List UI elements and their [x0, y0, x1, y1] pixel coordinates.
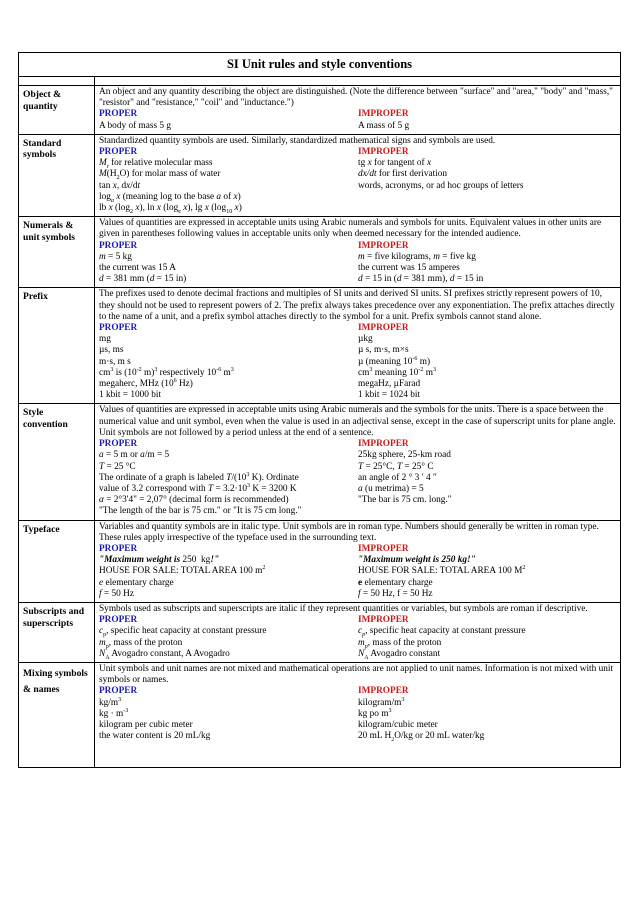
proper-column	[99, 147, 358, 214]
improper-example: 20 mL $H_2O/kg$ or 20 mL water/kg	[358, 731, 485, 744]
improper-example: 25kg sphere, 25-km road	[358, 450, 451, 461]
proper-column	[99, 615, 358, 660]
proper-example: e elementary charge	[99, 577, 174, 588]
proper-example: m·s, m s	[99, 356, 131, 367]
improper-example: f = 50 Hz, f = 50 Hz	[358, 588, 433, 599]
improper-example: d = 15 in (d = 381 mm), d = 15 in	[358, 274, 484, 285]
proper-example: kg · $m^{-3}$	[99, 707, 129, 719]
proper-example: a = 5 m or a/m = 5	[99, 450, 170, 461]
improper-example: e elementary charge	[358, 577, 433, 588]
proper-example: f = 50 Hz	[99, 588, 134, 599]
section-description: Variables and quantity symbols are in italic type. Unit symbols are in roman type. Numbers should generally be written in roman type. These rules apply irrespective of the typeface used in the surrounding text.	[99, 521, 599, 543]
section-row	[19, 134, 621, 216]
section-row	[19, 86, 621, 135]
improper-example: kilogram/cubic meter	[358, 719, 438, 730]
table-title: SI Unit rules and style conventions	[19, 53, 621, 77]
proper-example: $M(H_2O)$ for molar mass of water	[99, 169, 221, 182]
section-label: Typeface	[19, 520, 95, 602]
improper-column	[358, 147, 617, 214]
spacer-row	[19, 77, 621, 86]
proper-example: lb x ($\log_2$ x), ln x ($\log_e$ x), lg x ($\log_{10}$ x)	[99, 203, 242, 215]
proper-example: "Maximum weight is 250 kg!"	[99, 555, 220, 566]
improper-column	[358, 544, 617, 600]
proper-heading: PROPER	[99, 439, 138, 450]
proper-column	[99, 323, 358, 401]
improper-example: T = 25°C, T = 25° C	[358, 461, 434, 472]
proper-heading: PROPER	[99, 543, 138, 554]
proper-example: µs, ms	[99, 345, 124, 356]
proper-example: d = 381 mm (d = 15 in)	[99, 274, 187, 285]
improper-column	[358, 686, 617, 742]
section-description: Unit symbols and unit names are not mixed and mathematical operations are not applied to unit names. Information is not mixed with unit symbols or names.	[99, 663, 614, 686]
improper-heading: IMPROPER	[358, 147, 409, 158]
proper-heading: PROPER	[99, 686, 138, 697]
sections-body	[19, 86, 621, 768]
proper-example: $c_p$, specific heat capacity at constant pressure	[99, 626, 267, 639]
proper-example: 1 kbit = 1000 bit	[99, 390, 162, 401]
proper-example: The ordinate of a graph is labeled $T/(10^3$ K). Ordinate	[99, 471, 299, 483]
section-row	[19, 288, 621, 404]
section-row	[19, 217, 621, 288]
proper-heading: PROPER	[99, 109, 138, 120]
improper-example: an angle of 2 ° 3 ′ 4 ″	[358, 472, 437, 483]
proper-heading: PROPER	[99, 323, 138, 334]
improper-example: µkg	[358, 334, 373, 345]
section-row	[19, 602, 621, 662]
proper-example: A body of mass 5 g	[99, 120, 172, 131]
blank-line	[99, 742, 617, 753]
proper-example: the water content is 20 mL/kg	[99, 731, 211, 742]
section-content	[95, 86, 621, 135]
improper-example: HOUSE FOR SALE: TOTAL AREA 100 $M^2$	[358, 565, 526, 577]
section-row	[19, 520, 621, 602]
improper-column	[358, 615, 617, 660]
section-label: Standard symbols	[19, 134, 95, 216]
section-label: Object & quantity	[19, 86, 95, 135]
proper-example: the current was 15 A	[99, 263, 176, 274]
proper-column	[99, 544, 358, 600]
improper-column	[358, 241, 617, 286]
section-label: Prefix	[19, 288, 95, 404]
improper-example: kilogram/$m^3$	[358, 696, 405, 708]
proper-heading: PROPER	[99, 240, 138, 251]
improper-example: µ s, m·s, m×s	[358, 345, 409, 356]
improper-example: dx/dt for first derivation	[358, 169, 448, 180]
proper-example: HOUSE FOR SALE: TOTAL AREA 100 $m^2$	[99, 565, 266, 577]
proper-column	[99, 241, 358, 286]
section-label: Style convention	[19, 404, 95, 520]
section-content	[95, 217, 621, 288]
improper-example: tg x for tangent of x	[358, 158, 432, 169]
improper-example: the current was 15 amperes	[358, 263, 460, 274]
improper-heading: IMPROPER	[358, 439, 409, 450]
section-content	[95, 134, 621, 216]
proper-example: mg	[99, 334, 111, 345]
improper-heading: IMPROPER	[358, 686, 409, 697]
improper-heading: IMPROPER	[358, 615, 409, 626]
section-description: An object and any quantity describing the object are distinguished. (Note the difference between "surface" and "area," "body" and "mass," "resistor" and "resistance," "coil" and "inductance.")	[99, 87, 613, 109]
proper-heading: PROPER	[99, 147, 138, 158]
improper-example: m = five kilograms, m = five kg	[358, 251, 476, 262]
proper-example: megaherc, MHz ($10^6$ Hz)	[99, 377, 193, 390]
proper-example: m = 5 kg	[99, 251, 132, 262]
improper-example: megaHz, µFarad	[358, 379, 421, 390]
improper-example: kg po $m^3$	[358, 707, 392, 719]
improper-heading: IMPROPER	[358, 240, 409, 251]
improper-column	[358, 323, 617, 401]
section-description: Standardized quantity symbols are used. Similarly, standardized mathematical signs and symbols are used.	[99, 135, 496, 146]
improper-column	[358, 439, 617, 517]
section-content	[95, 288, 621, 404]
improper-example: $N_A$ Avogadro constant	[358, 648, 441, 661]
section-label: Mixing symbols & names	[19, 662, 95, 767]
proper-example: value of 3.2 correspond with $T = 3.2\cdot 10^3$ K = 3200 K	[99, 482, 297, 494]
improper-example: words, acronyms, or ad hoc groups of letters	[358, 180, 524, 191]
improper-example: a (u metrima) = 5	[358, 483, 424, 494]
proper-example: α = 2°3'4" = 2,07° (decimal form is recommended)	[99, 495, 289, 506]
proper-example: $kg/m^3$	[99, 696, 122, 708]
improper-heading: IMPROPER	[358, 323, 409, 334]
improper-example: 1 kbit = 1024 bit	[358, 390, 421, 401]
improper-column	[358, 109, 617, 131]
blank-line	[99, 754, 617, 765]
section-description: Values of quantities are expressed in acceptable units using Arabic numerals and symbols for units. Equivalent values in other units are given in parentheses following values in acceptable units only when deemed necessary for the intended audience.	[99, 218, 602, 240]
proper-example: $cm^3$ is ($10^{-2}$ m)$^3$ respectively $10^{-6}$ $m^3$	[99, 366, 234, 378]
section-row	[19, 404, 621, 520]
proper-heading: PROPER	[99, 615, 138, 626]
improper-example: "The bar is 75 cm. long."	[358, 495, 452, 506]
section-description: Values of quantities are expressed in acceptable units using Arabic numerals and the symbols for the units. There is a space between the numerical value and unit symbol, even when the value is used in an adjectival sense, except in the case of superscript units for plane angle. Unit symbols are not followed by a period unless at the end of a sentence.	[99, 405, 616, 438]
proper-example: $\log_a x$ (meaning log to the base a of x)	[99, 191, 241, 204]
section-label: Subscripts and superscripts	[19, 602, 95, 662]
examples	[99, 323, 617, 401]
improper-example: $m_p$, mass of the proton	[358, 637, 442, 650]
improper-example: "Maximum weight is 250 kg!"	[358, 555, 476, 566]
section-content	[95, 404, 621, 520]
proper-example: tan x, dx/dt	[99, 180, 141, 191]
improper-heading: IMPROPER	[358, 543, 409, 554]
section-content	[95, 602, 621, 662]
improper-example: $cm^3$ meaning $10^{-2}$ $m^3$	[358, 366, 436, 378]
proper-example: $m_p$, mass of the proton	[99, 637, 183, 650]
proper-column	[99, 109, 358, 131]
improper-example: $c_p$, specific heat capacity at constant pressure	[358, 626, 526, 639]
section-description: The prefixes used to denote decimal fractions and multiples of SI units and derived SI units. SI prefixes strictly represent powers of 10, they should not be used to represent powers of 2. The prefix always takes precedence over any exponentiation. The prefix attaches directly to the name of a unit, and a prefix symbol attaches directly to the symbol for a unit. Prefix symbols cannot stand alone.	[99, 289, 615, 322]
section-row	[19, 662, 621, 767]
section-label: Numerals & unit symbols	[19, 217, 95, 288]
section-content	[95, 662, 621, 767]
examples	[99, 544, 617, 600]
section-content	[95, 520, 621, 602]
improper-heading: IMPROPER	[358, 109, 409, 120]
examples	[99, 241, 617, 286]
proper-example: T = 25 °C	[99, 461, 136, 472]
proper-example: $M_r$ for relative molecular mass	[99, 158, 213, 171]
examples	[99, 686, 617, 742]
section-description: Symbols used as subscripts and superscripts are italic if they represent quantities or variables, but symbols are roman if descriptive.	[99, 603, 588, 614]
si-rules-table	[18, 52, 621, 768]
examples	[99, 109, 617, 131]
examples	[99, 439, 617, 517]
improper-example: µ (meaning $10^{-6}$ m)	[358, 355, 431, 367]
title-row	[19, 53, 621, 77]
proper-column	[99, 439, 358, 517]
improper-example: A mass of 5 g	[358, 120, 410, 131]
examples	[99, 615, 617, 660]
examples	[99, 147, 617, 214]
proper-example: kilogram per cubic meter	[99, 719, 193, 730]
proper-example: "The length of the bar is 75 cm." or "It is 75 cm long."	[99, 506, 302, 517]
proper-column	[99, 686, 358, 742]
proper-example: $N_A$ Avogadro constant, A Avogadro	[99, 648, 230, 661]
